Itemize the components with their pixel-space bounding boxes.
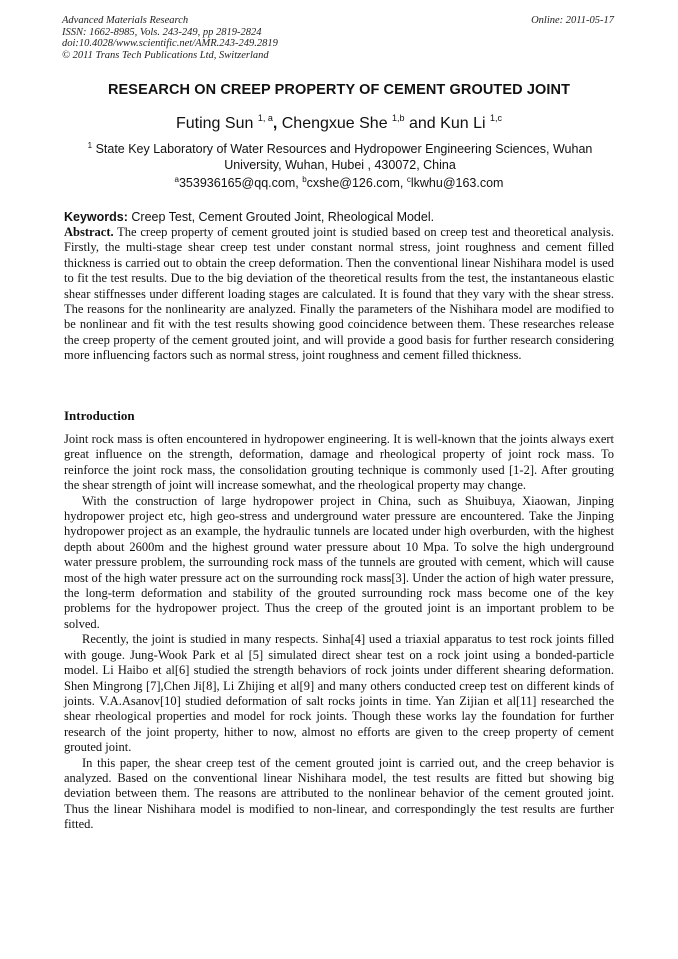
affiliation-superscript: 1 <box>87 141 93 150</box>
email-c: lkwhu@163.com <box>410 176 504 190</box>
email-a: 353936165@qq.com, <box>178 176 303 190</box>
keywords-text: Creep Test, Cement Grouted Joint, Rheological Model. <box>127 210 435 224</box>
affiliation <box>80 138 600 173</box>
abstract-label: Abstract. <box>64 225 114 239</box>
keywords <box>64 210 434 224</box>
email-b: cxshe@126.com, <box>306 176 407 190</box>
email-list <box>0 175 678 190</box>
author-separator: and <box>404 115 441 132</box>
journal-name: Advanced Materials Research <box>62 15 189 26</box>
doi-line: doi:10.4028/www.scientific.net/AMR.243-249.2819 <box>62 38 278 49</box>
author-superscript: 1,b <box>392 113 405 123</box>
abstract-text: The creep property of cement grouted joint is studied based on creep test and theoretical analysis. Firstly, the multi-stage shear creep test under constant normal stress, joint roughness and cement filled thickness is carried out to obtain the creep deformation. Then the conventional linear Nishihara model is used to fit the test results. Due to the big deviation of the theoretical results from the test, the instantaneous elastic shear stiffnesses under different loading stages are calculated. It is found that they vary with the shear stress. The reasons for the nonlinearity are analyzed. Finally the parameters of the Nishihara model are modified to be nonlinear and fit with the test results showing good coincidence between them. These researches release the creep property of the cement grouted joint, and will provide a good basis for further research considering more influencing factors such as normal stress, joint roughness and cement filled thickness. <box>64 225 614 363</box>
introduction-body <box>64 432 614 833</box>
email-superscript: a <box>174 175 179 184</box>
paragraph: Recently, the joint is studied in many respects. Sinha[4] used a triaxial apparatus to test rock joints filled with gouge. Jung-Wook Park et al [5] simulated direct shear test on a rock joint using a bonded-particle model. Li Haibo et al[6] studied the strength behaviors of rock joints under different shearing deformation. Shen Mingrong [7],Chen Ji[8], Li Zhijing et al[9] and many others conducted creep test on different kinds of joints. V.A.Asanov[10] studied deformation of salt rocks joints in time. Yan Zijian et al[11] researched the shear rheological properties and model for rock joints. Though these works lay the foundation for further research of the joint property, hither to now, almost no efforts are given to the creep property of cement grouted joint. <box>64 632 614 755</box>
author-name: Futing Sun <box>175 115 254 132</box>
paragraph: With the construction of large hydropower project in China, such as Shuibuya, Xiaowan, Jinping hydropower project etc, high geo-stress and underground water pressure are encountered. Take the Jinping hydropower project as an example, the hydraulic tunnels are located under high overburden, with the highest depth about 2600m and the highest ground water pressure about 10 Mpa. To solve the high underground water pressure problem, the surrounding rock mass of the tunnels are grouted with cement, which will cause most of the high water pressure act on the surrounding rock mass[3]. Under the action of high water pressure, the long-term deformation and stability of the grouted surrounding rock mass become one of the key problems for the hydropower project. Thus the creep of the grouted joint is an important problem to be solved. <box>64 493 614 631</box>
author-superscript: 1,c <box>489 113 502 123</box>
issn-line: ISSN: 1662-8985, Vols. 243-249, pp 2819-2824 <box>62 26 262 38</box>
keywords-label: Keywords: <box>64 210 128 224</box>
online-date: Online: 2011-05-17 <box>531 15 614 26</box>
author-separator: , <box>272 115 282 132</box>
paragraph: In this paper, the shear creep test of the cement grouted joint is carried out, and the creep behavior is analyzed. Based on the conventional linear Nishihara model, the test results are fitted but showing big deviation between them. The reasons are attributed to the nonlinear behavior of the cement grouted joint. Thus the linear Nishihara model is modified to non-linear, and correspondingly the test results are further fitted. <box>64 755 614 832</box>
email-superscript: b <box>302 175 307 184</box>
abstract <box>64 225 614 364</box>
author-name: Chengxue She <box>281 115 388 132</box>
author-list <box>0 113 678 133</box>
paper-title: RESEARCH ON CREEP PROPERTY OF CEMENT GROUTED JOINT <box>107 82 571 98</box>
author-name: Kun Li <box>440 115 486 132</box>
section-heading-introduction: Introduction <box>64 408 135 423</box>
affiliation-text: State Key Laboratory of Water Resources and Hydropower Engineering Sciences, Wuhan University, Wuhan, Hubei , 430072, China <box>95 142 593 172</box>
author-superscript: 1, a <box>257 113 273 123</box>
email-superscript: c <box>406 175 411 184</box>
copyright-line: © 2011 Trans Tech Publications Ltd, Switzerland <box>62 49 269 61</box>
paragraph: Joint rock mass is often encountered in hydropower engineering. It is well-known that the joints always exert great influence on the strength, deformation, damage and rheological property of joint rock mass. To reinforce the joint rock mass, the consolidation grouting technique is commonly used [1-2]. After grouting the shear strength of joint will increase somewhat, and the rheological property may change. <box>64 432 614 493</box>
